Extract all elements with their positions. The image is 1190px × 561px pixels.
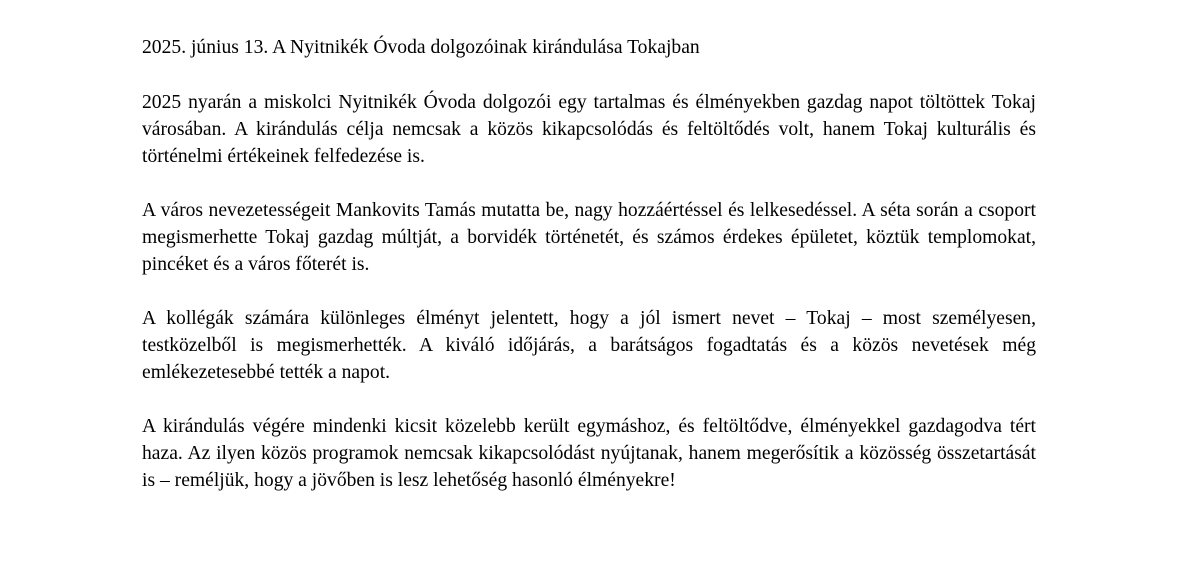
paragraph-conclusion: A kirándulás végére mindenki kicsit közelebb került egymáshoz, és feltöltődve, élményekkel gazdagodva tért haza. Az ilyen közös programok nemcsak kikapcsolódást nyújtanak, hanem megerősítik a közösség összetartását is – reméljük, hogy a jövőben is lesz lehetőség hasonló élményekre! [142, 416, 1036, 491]
document-page [142, 34, 1036, 494]
document-title: 2025. június 13. A Nyitnikék Óvoda dolgozóinak kirándulása Tokajban [142, 37, 700, 58]
paragraph-intro: 2025 nyarán a miskolci Nyitnikék Óvoda dolgozói egy tartalmas és élményekben gazdag napot töltöttek Tokaj városában. A kirándulás célja nemcsak a közös kikapcsolódás és feltöltődés volt, hanem Tokaj kulturális és történelmi értékeinek felfedezése is. [142, 92, 1036, 167]
paragraph-experience: A kollégák számára különleges élményt jelentett, hogy a jól ismert nevet – Tokaj – most személyesen, testközelből is megismerhették. A kiváló időjárás, a barátságos fogadtatás és a közös nevetések még emlékezetesebbé tették a napot. [142, 308, 1036, 383]
paragraph-guide: A város nevezetességeit Mankovits Tamás mutatta be, nagy hozzáértéssel és lelkesedéssel. A séta során a csoport megismerhette Tokaj gazdag múltját, a borvidék történetét, és számos érdekes épületet, köztük templomokat, pincéket és a város főterét is. [142, 200, 1036, 275]
